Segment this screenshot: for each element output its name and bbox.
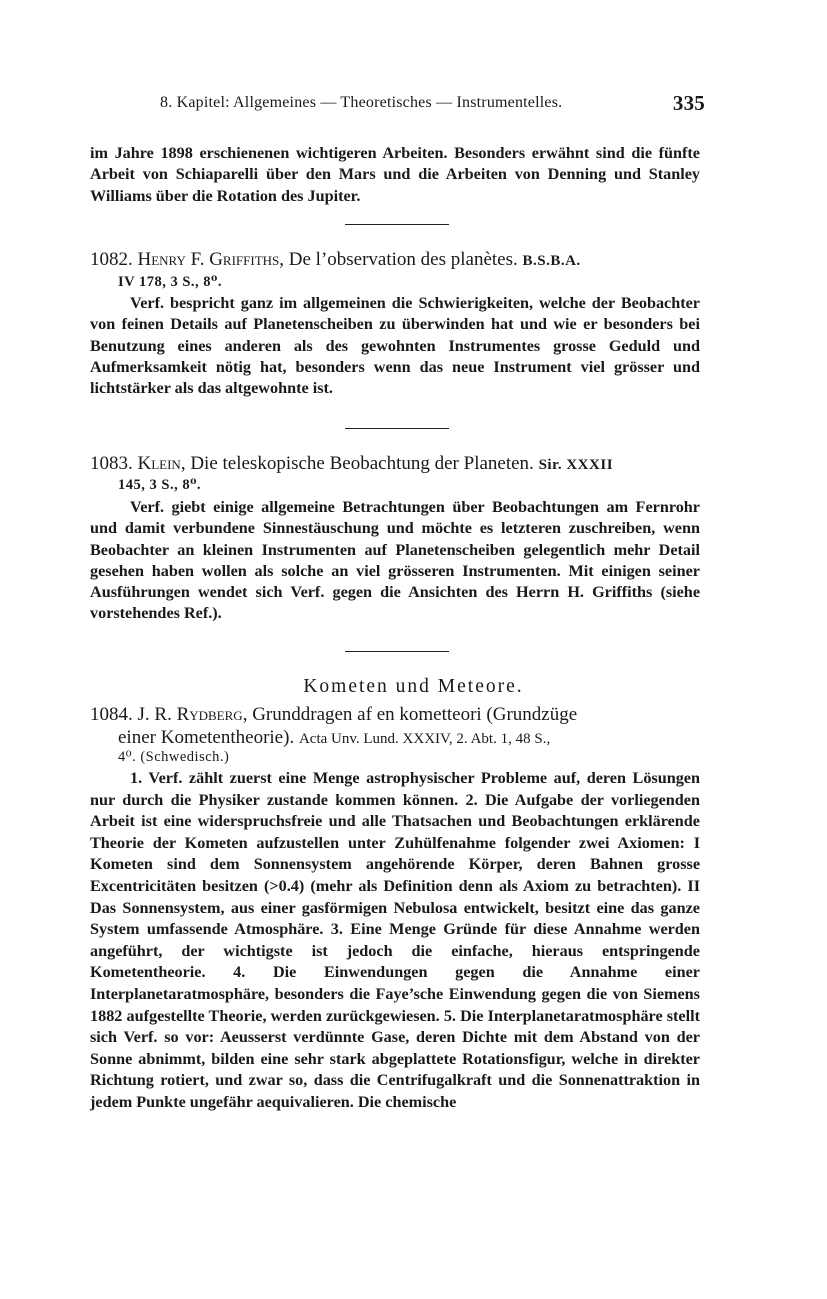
entry-author: Klein <box>137 453 181 474</box>
entry-title: , Grunddragen af en kometteori (Grundzüge <box>242 704 578 725</box>
entry-number: 1084. <box>90 704 133 725</box>
entry-author: Henry F. Griffiths <box>137 249 280 270</box>
entry-details: 145, 3 S., 8⁰. <box>118 477 202 493</box>
entry-details: 4⁰. (Schwedisch.) <box>118 749 230 765</box>
entry-1083-text: Verf. giebt einige allgemeine Betrachtungen über Beobachtungen am Fernrohr und damit verbundene Sinnestäuschung und möchte es letzteren zuschreiben, wenn Beobachter an kleinen Instrumenten auf Planetenscheiben gelegentlich mehr Detail gesehen haben wollen als solche an viel grösseren Instrumenten. Mit einigen seiner Ausführungen wendet sich Verf. gegen die Ansichten des Herrn H. Griffiths (siehe vorstehendes Ref.). <box>90 498 700 623</box>
entry-1082-text: Verf. bespricht ganz im allgemeinen die Schwierigkeiten, welche der Beobachter von feinen Details auf Planetenscheiben zu überwinden hat und wie er besonders bei Benutzung eines anderen als des gewohnten Instrumentes grosse Geduld und Aufmerksamkeit nötig hat, besonders wenn das neue Instrument viel grösser und lichtstärker als das altgewohnte ist. <box>90 294 700 398</box>
separator-rule <box>345 224 449 225</box>
entry-details: IV 178, 3 S., 8⁰. <box>118 274 223 290</box>
entry-title-continued: einer Kometentheorie). <box>118 726 295 748</box>
entry-number: 1083. <box>90 453 133 474</box>
entry-number: 1082. <box>90 249 133 270</box>
entry-1084-heading <box>90 704 700 750</box>
separator-rule <box>345 651 449 652</box>
running-title: 8. Kapitel: Allgemeines — Theoretisches — Instrumentelles. <box>160 94 563 111</box>
entry-title: , De l’observation des planètes. <box>279 249 518 270</box>
entry-1083-heading <box>90 452 700 477</box>
entry-source: B.S.B.A. <box>522 253 581 269</box>
running-header <box>160 91 705 115</box>
entry-source: Acta Unv. Lund. XXXIV, 2. Abt. 1, 48 S., <box>298 730 551 747</box>
section-title: Kometen und Meteore. <box>303 676 524 697</box>
entry-source: Sir. XXXII <box>538 457 614 473</box>
entry-title: , Die teleskopische Beobachtung der Planeten. <box>180 453 534 474</box>
intro-paragraph: im Jahre 1898 erschienenen wichtigeren Arbeiten. Besonders erwähnt sind die fünfte Arbeit von Schiaparelli über den Mars und die Arbeiten von Denning und Stanley Williams über die Rotation des Jupiter. <box>90 144 700 205</box>
separator-rule <box>345 428 449 429</box>
entry-author: J. R. Rydberg <box>137 704 243 725</box>
page-number: 335 <box>672 91 705 115</box>
entry-1084-text: 1. Verf. zählt zuerst eine Menge astrophysischer Probleme auf, deren Lösungen nur durch die Physiker zustande kommen können. 2. Die Aufgabe der vorliegenden Arbeit ist eine widerspruchsfreie und alle Thatsachen und Beobachtungen erklärende Theorie der Kometen aufzustellen unter Zuhülfenahme folgender zwei Axiomen: I Kometen sind dem Sonnensystem angehörende Körper, deren Bahnen grosse Excentricitäten besitzen (>0.4) (mehr als Definition denn als Axiom zu betrachten). II Das Sonnensystem, aus einer gasförmigen Nebulosa entwickelt, besitzt eine das ganze System umfassende Atmosphäre. 3. Eine Menge Gründe für diese Annahme werden angeführt, der wichtigste ist jedoch die einfache, hieraus entspringende Kometentheorie. 4. Die Einwendungen gegen die Annahme einer Interplanetaratmosphäre, besonders die Faye’sche Einwendung gegen die von Siemens 1882 aufgestellte Theorie, werden zurückgewiesen. 5. Die Interplanetaratmosphäre stellt sich Verf. so vor: Aeusserst verdünnte Gase, deren Dichte mit dem Abstand von der Sonne abnimmt, bilden eine sehr stark abgeplattete Rotationsfigur, welche in direkter Richtung rotiert, und zwar so, dass die Centrifugalkraft und die Sonnenattraktion in jedem Punkte ungefähr aequivalieren. Die chemische <box>90 769 700 1111</box>
entry-1082-heading <box>90 248 700 273</box>
